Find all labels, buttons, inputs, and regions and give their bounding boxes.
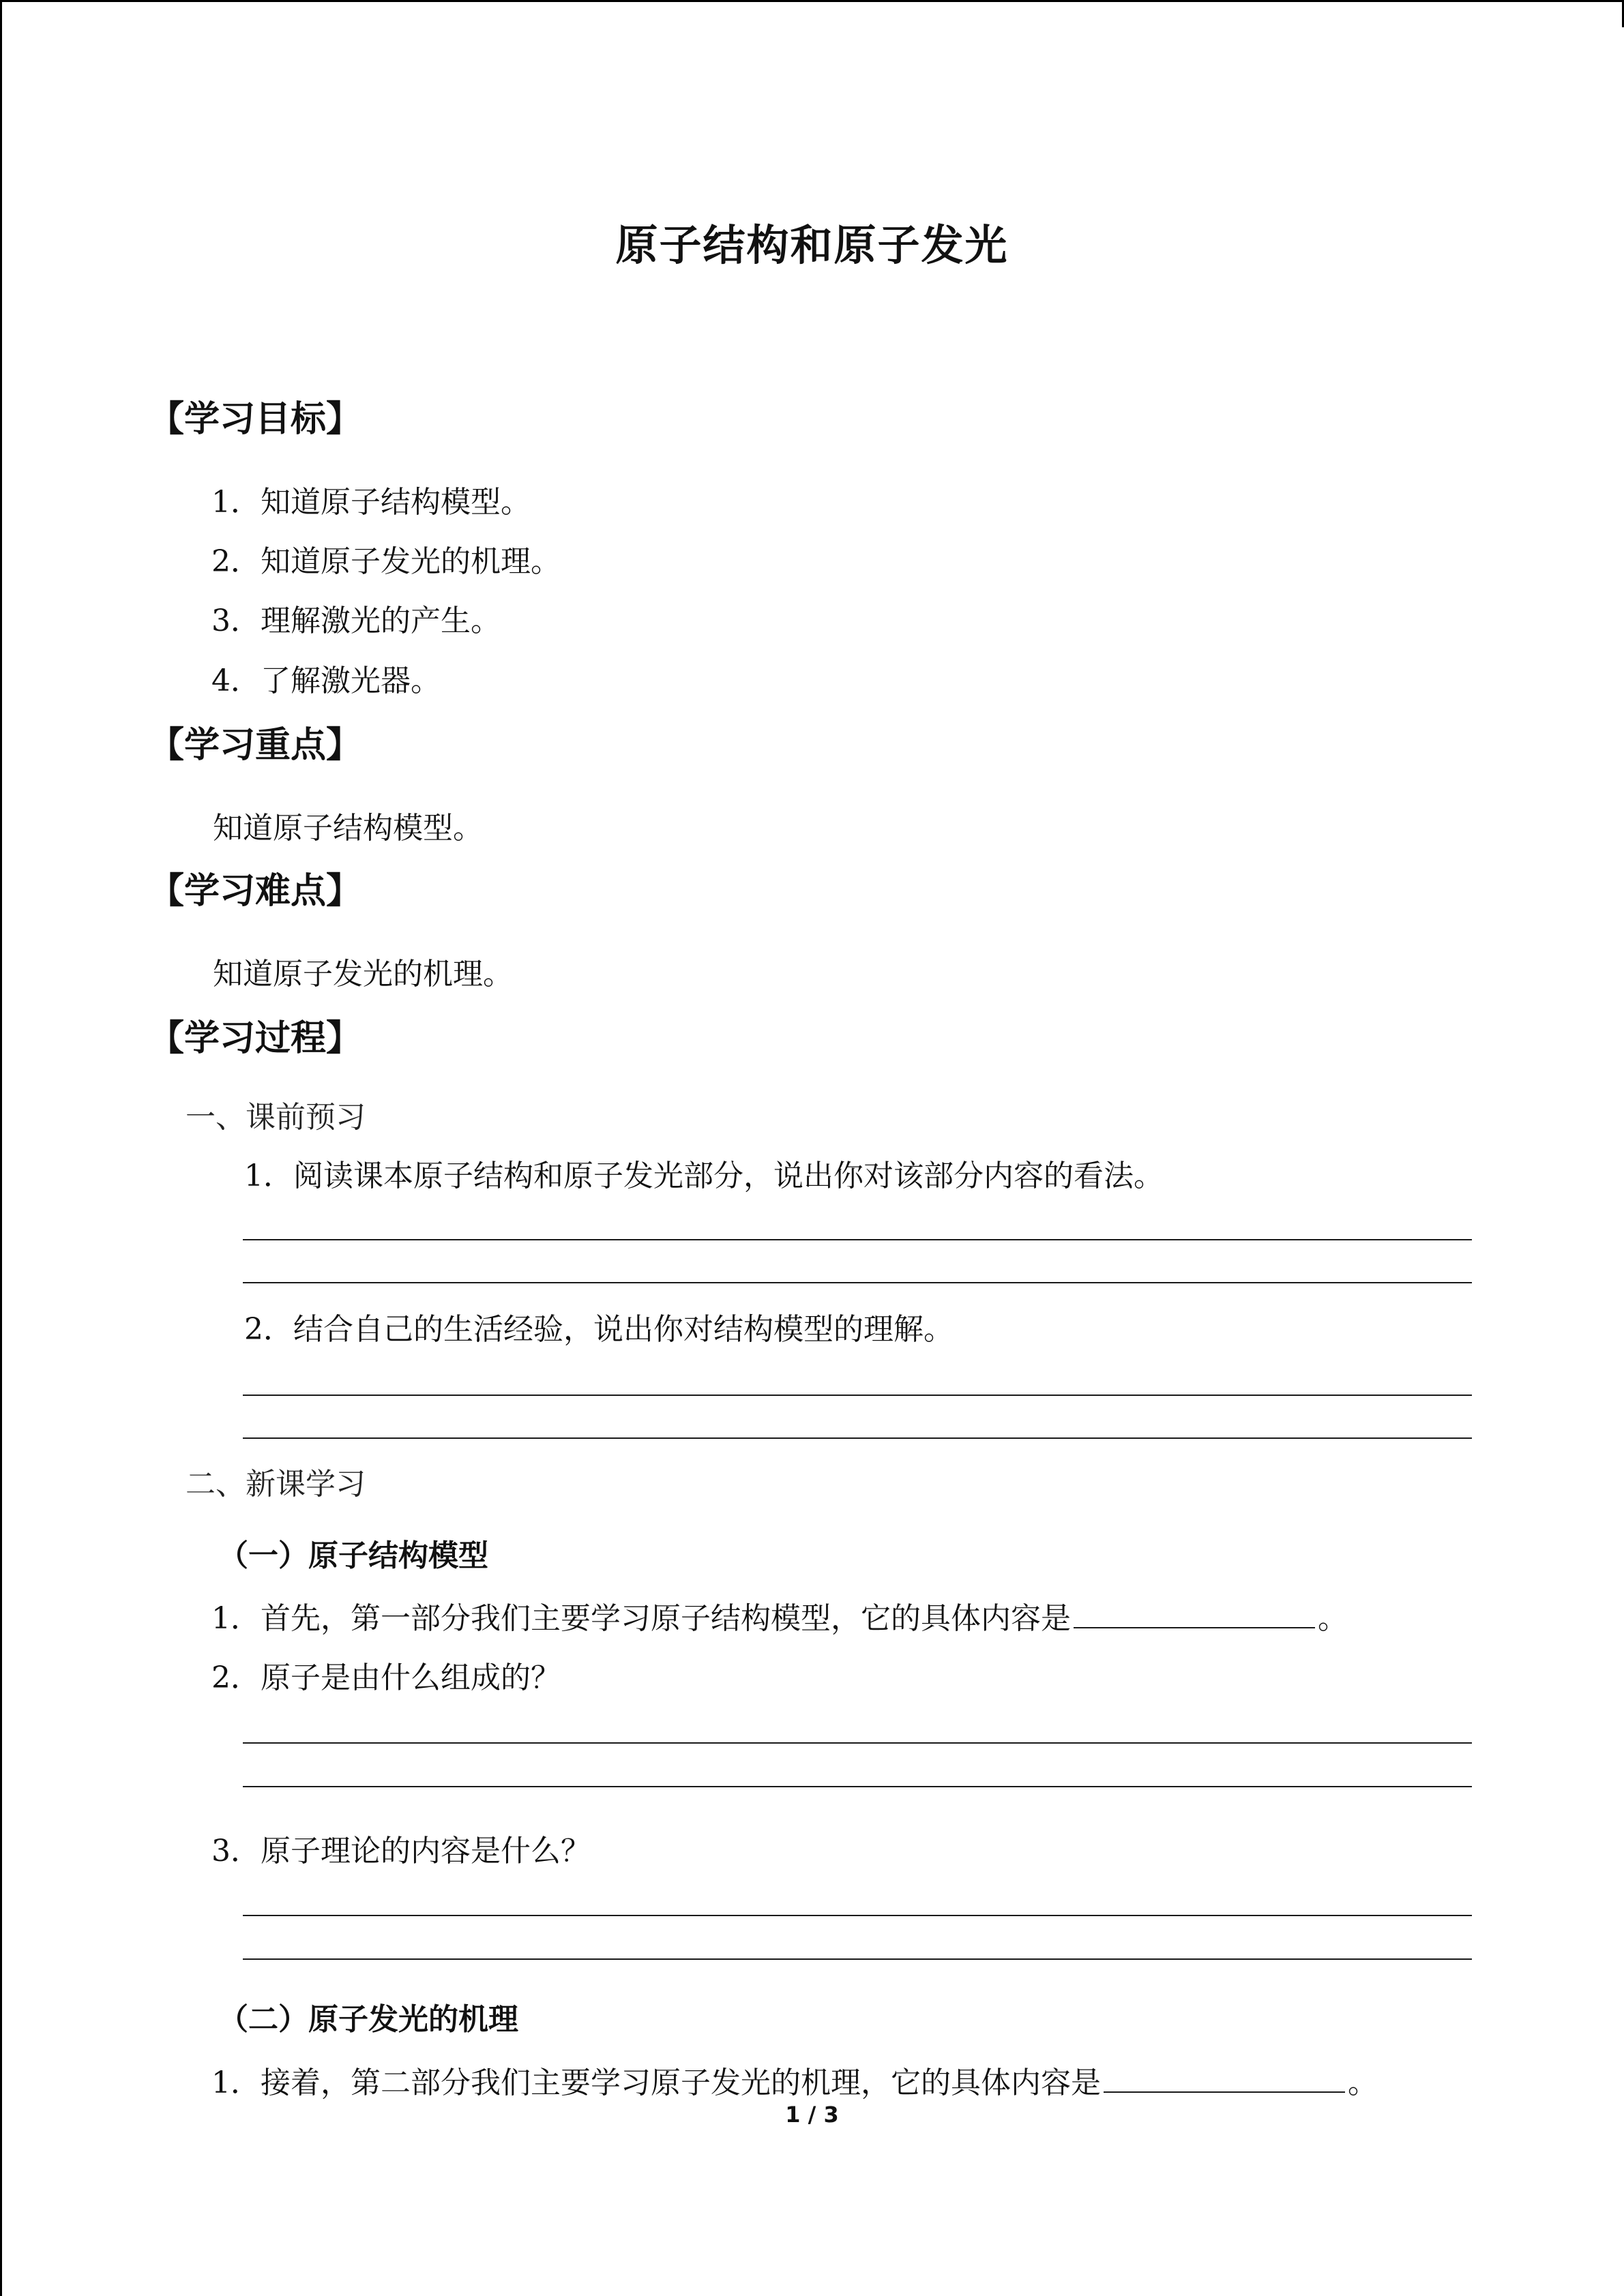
new-lesson-heading: 二、新课学习 bbox=[186, 1467, 366, 1502]
part2-question-1-end: 。 bbox=[1348, 2066, 1378, 2100]
fill-in-blank[interactable] bbox=[1104, 2060, 1345, 2093]
page-border-top bbox=[0, 0, 1624, 2]
objective-item-4: 4．了解激光器。 bbox=[211, 664, 441, 698]
answer-line bbox=[243, 1282, 1472, 1283]
key-points-heading: 【学习重点】 bbox=[149, 725, 362, 766]
answer-line bbox=[243, 1742, 1472, 1744]
preview-question-2: 2．结合自己的生活经验，说出你对结构模型的理解。 bbox=[244, 1312, 954, 1347]
preview-heading: 一、课前预习 bbox=[186, 1100, 366, 1135]
part2-heading: （二）原子发光的机理 bbox=[218, 2002, 518, 2037]
part1-question-1 bbox=[211, 1594, 1348, 1637]
preview-question-1: 1．阅读课本原子结构和原子发光部分，说出你对该部分内容的看法。 bbox=[244, 1159, 1164, 1193]
process-heading: 【学习过程】 bbox=[149, 1018, 362, 1059]
answer-line bbox=[243, 1437, 1472, 1439]
part2-question-1 bbox=[211, 2058, 1378, 2102]
answer-line bbox=[243, 1239, 1472, 1240]
part1-heading: （一）原子结构模型 bbox=[218, 1538, 488, 1573]
answer-line bbox=[243, 1395, 1472, 1396]
objective-item-3: 3．理解激光的产生。 bbox=[211, 603, 501, 638]
key-points-text: 知道原子结构模型。 bbox=[213, 811, 483, 846]
difficulties-heading: 【学习难点】 bbox=[149, 871, 362, 912]
objective-item-2: 2．知道原子发光的机理。 bbox=[211, 544, 561, 579]
part1-question-1-text: 1．首先，第一部分我们主要学习原子结构模型，它的具体内容是 bbox=[211, 1601, 1071, 1636]
page-border-left bbox=[0, 0, 2, 2296]
part1-question-1-end: 。 bbox=[1318, 1601, 1348, 1636]
answer-line bbox=[243, 1915, 1472, 1916]
difficulties-text: 知道原子发光的机理。 bbox=[213, 957, 513, 992]
objective-item-1: 1．知道原子结构模型。 bbox=[211, 485, 531, 520]
page-number: 1 / 3 bbox=[785, 2102, 839, 2128]
answer-line bbox=[243, 1958, 1472, 1960]
fill-in-blank[interactable] bbox=[1074, 1596, 1315, 1628]
answer-line bbox=[243, 1786, 1472, 1787]
document-title: 原子结构和原子发光 bbox=[615, 220, 1009, 270]
part2-question-1-text: 1．接着，第二部分我们主要学习原子发光的机理，它的具体内容是 bbox=[211, 2066, 1101, 2100]
part1-question-2: 2．原子是由什么组成的？ bbox=[211, 1660, 561, 1695]
part1-question-3: 3．原子理论的内容是什么？ bbox=[211, 1834, 591, 1868]
objectives-heading: 【学习目标】 bbox=[149, 399, 362, 440]
